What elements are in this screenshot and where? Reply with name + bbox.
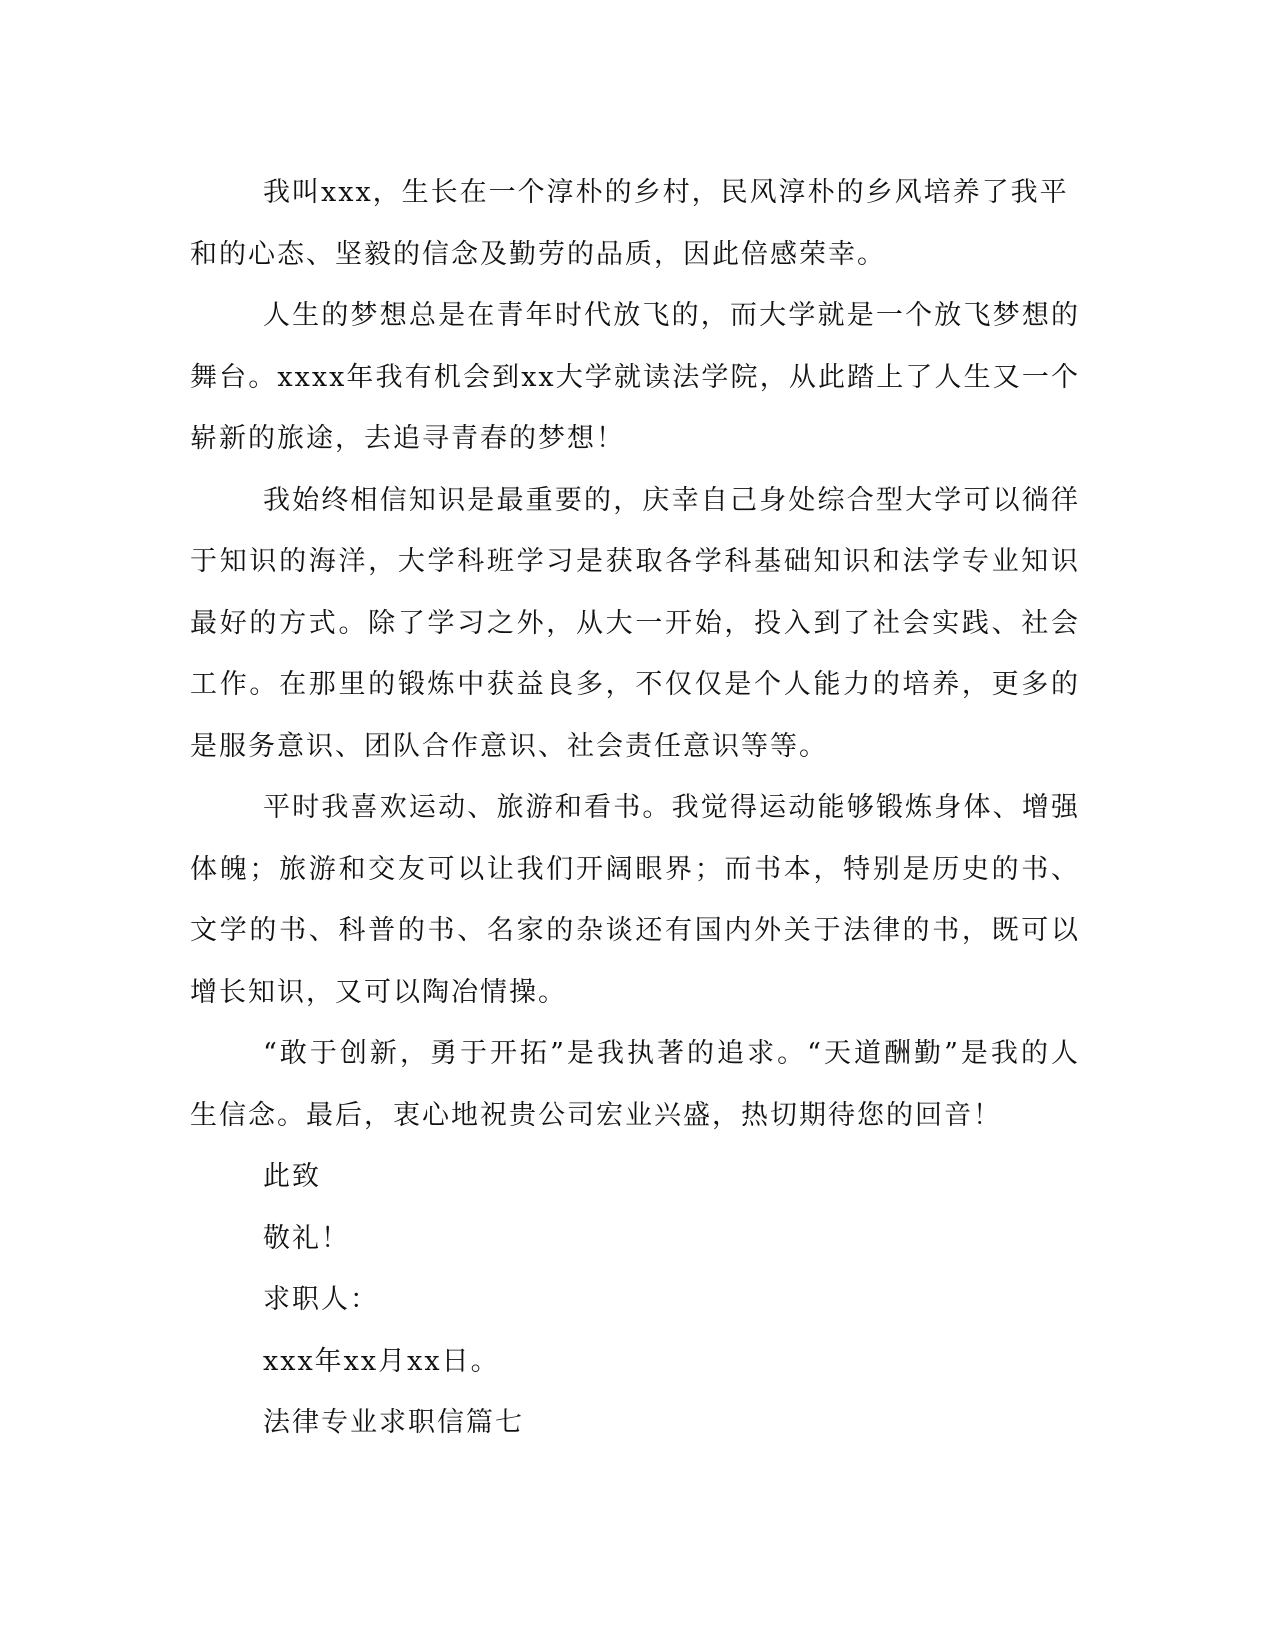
- paragraph-knowledge: 我始终相信知识是最重要的，庆幸自己身处综合型大学可以徜徉于知识的海洋，大学科班学习是获取各学科基础知识和法学专业知识最好的方式。除了学习之外，从大一开始，投入到了社会实践、社会工作。在那里的锻炼中获益良多，不仅仅是个人能力的培养，更多的是服务意识、团队合作意识、社会责任意识等等。: [190, 484, 1080, 762]
- applicant-label: 求职人：: [263, 1284, 379, 1315]
- letter-body: [190, 162, 1080, 1454]
- paragraph-motto: “敢于创新，勇于开拓”是我执著的追求。“天道酬勤”是我的人生信念。最后，衷心地祝贵公司宏业兴盛，热切期待您的回音！: [190, 1038, 1080, 1131]
- paragraph-university: 人生的梦想总是在青年时代放飞的，而大学就是一个放飞梦想的舞台。xxxx年我有机会到xx大学就读法学院，从此踏上了人生又一个崭新的旅途，去追寻青春的梦想！: [190, 300, 1080, 454]
- next-section-heading: 法律专业求职信篇七: [263, 1407, 524, 1438]
- regards: 敬礼！: [263, 1222, 350, 1254]
- paragraph-introduction: 我叫xxx，生长在一个淳朴的乡村，民风淳朴的乡风培养了我平和的心态、坚毅的信念及勤劳的品质，因此倍感荣幸。: [190, 177, 1069, 270]
- paragraph-hobbies: 平时我喜欢运动、旅游和看书。我觉得运动能够锻炼身体、增强体魄；旅游和交友可以让我们开阔眼界；而书本，特别是历史的书、文学的书、科普的书、名家的杂谈还有国内外关于法律的书，既可以增长知识，又可以陶冶情操。: [190, 792, 1080, 1008]
- letter-date: xxx年xx月xx日。: [263, 1345, 500, 1377]
- salutation: 此致: [263, 1161, 321, 1192]
